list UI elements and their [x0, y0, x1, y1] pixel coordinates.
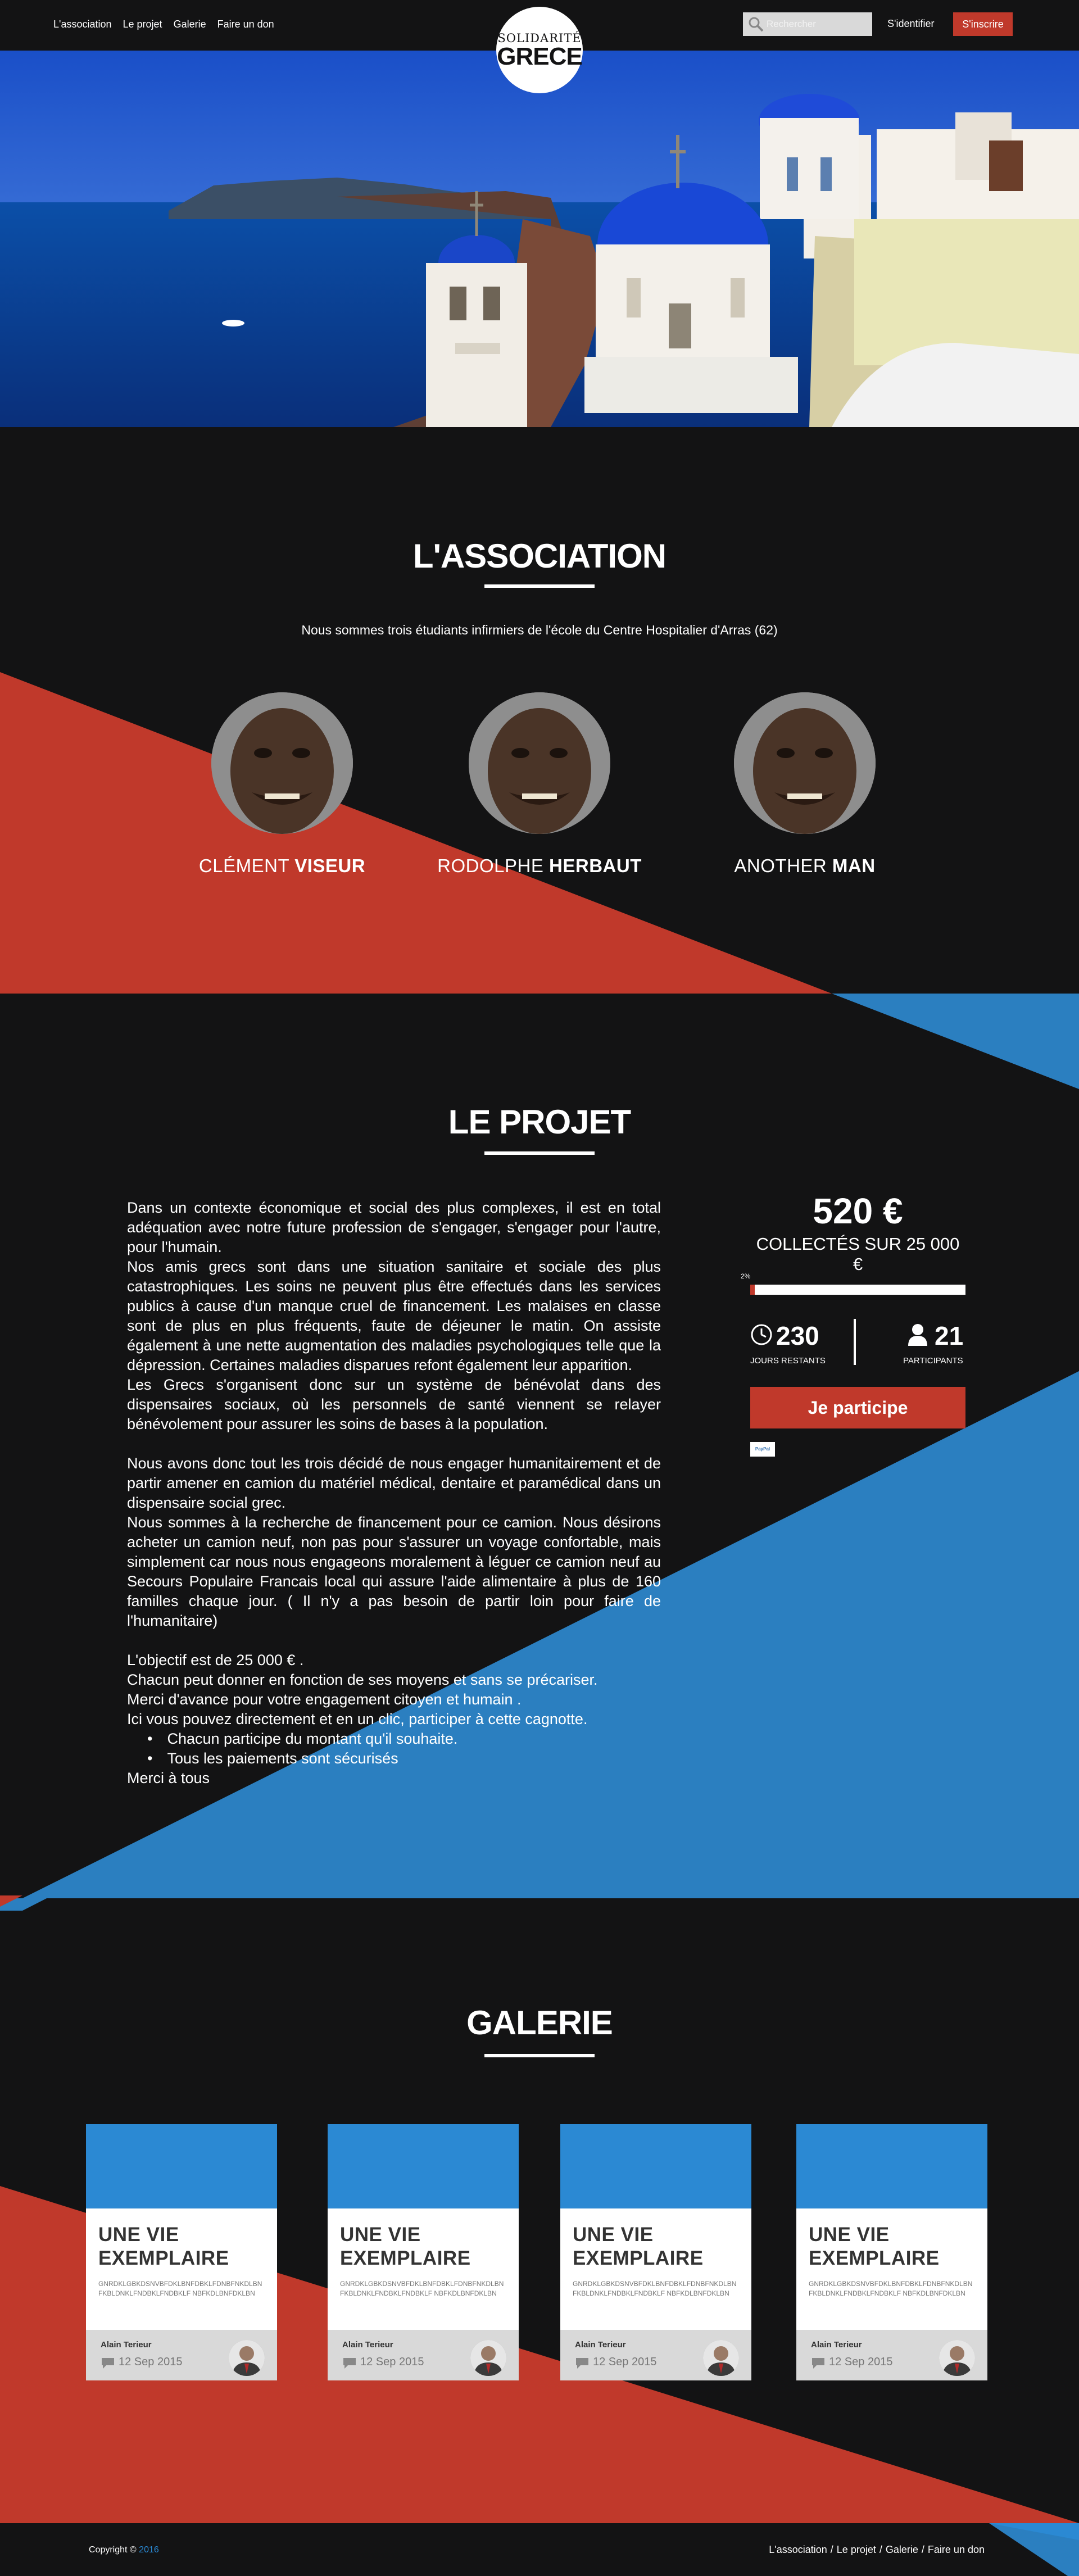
hero-santorini-image	[0, 51, 1079, 427]
gallery-card-author: Alain Terieur	[811, 2340, 862, 2350]
comment-icon	[101, 2357, 115, 2369]
comment-icon	[575, 2357, 590, 2369]
footer-link-galerie[interactable]: Galerie	[885, 2544, 918, 2555]
projet-paragraph: Dans un contexte économique et social des plus complexes, il est en total adéquation avec notre future profession de s'engager, s'engager pour l'autre, pour l'humain.	[127, 1199, 661, 1255]
search-icon	[747, 16, 764, 33]
gallery-card-image	[796, 2124, 987, 2208]
projet-paragraph: Nous sommes à la recherche de financement pour ce camion. Nous désirons acheter un camion neuf, non pas pour s'assurer un voyage confortable, mais simplement car nous nous engageons moralement à léguer ce camion neuf au Secours Populaire Francais local qui assure l'aide alimentaire à plus de 160 familles chaque jour. ( Il n'y a pas besoin de partir loin pour faire de l'humanitaire)	[127, 1514, 661, 1629]
clock-icon	[750, 1323, 773, 1346]
projet-description	[127, 1198, 661, 1788]
gallery-card-image	[560, 2124, 751, 2208]
footer-copyright	[89, 2545, 159, 2555]
paypal-badge: PayPal	[750, 1442, 775, 1457]
member-avatar	[734, 692, 876, 834]
footer-nav	[769, 2544, 985, 2556]
gallery-card-author: Alain Terieur	[101, 2340, 152, 2350]
projet-spacer	[127, 1434, 661, 1454]
comment-icon	[811, 2357, 826, 2369]
days-remaining-value: 230	[776, 1321, 819, 1350]
site-logo[interactable]	[496, 7, 583, 93]
member-last-name: VISEUR	[294, 855, 366, 876]
hero-banner	[0, 51, 1079, 427]
gallery-card-avatar	[229, 2340, 265, 2376]
member-card	[170, 692, 395, 877]
gallery-card-footer	[796, 2330, 987, 2380]
gallery-card-avatar	[703, 2340, 739, 2376]
days-remaining-label: JOURS RESTANTS	[750, 1356, 826, 1366]
projet-paragraph: Chacun peut donner en fonction de ses moyens et sans se précariser.	[127, 1671, 598, 1688]
participants-label: PARTICIPANTS	[903, 1356, 963, 1366]
member-first-name: ANOTHER	[734, 855, 827, 876]
gallery-card-avatar	[470, 2340, 506, 2376]
footer-link-projet[interactable]: Le projet	[836, 2544, 876, 2555]
gallery-card-text: GNRDKLGBKDSNVBFDKLBNFDBKLFDNBFNKDLBNFKBLDNKLFNDBKLFNDBKLF NBFKDLBNFDKLBN	[573, 2280, 737, 2297]
projet-paragraph: Merci d'avance pour votre engagement citoyen et humain .	[127, 1691, 522, 1708]
projet-bullet-list	[127, 1729, 661, 1768]
member-name	[692, 855, 917, 877]
funding-progress-bar	[750, 1285, 965, 1295]
main-nav	[53, 19, 274, 30]
member-last-name: MAN	[832, 855, 876, 876]
stats-divider	[854, 1319, 856, 1365]
funding-progress-fill	[750, 1285, 755, 1295]
gallery-card-title: UNE VIE EXEMPLAIRE	[98, 2224, 229, 2269]
footer-copyright-text: Copyright ©	[89, 2545, 137, 2555]
projet-paragraph: Nous avons donc tout les trois décidé de nous engager humanitairement et de partir amener en camion du matériel médical, dentaire et paramédical dans un dispensaire social grec.	[127, 1455, 661, 1511]
gallery-card-avatar	[939, 2340, 975, 2376]
galerie-title-underline	[484, 2054, 595, 2057]
gallery-card-title: UNE VIE EXEMPLAIRE	[809, 2224, 940, 2269]
footer-separator: /	[830, 2544, 833, 2555]
member-name	[427, 855, 652, 877]
nav-link-projet[interactable]: Le projet	[123, 19, 162, 30]
nav-link-association[interactable]: L'association	[53, 19, 112, 30]
gallery-card-date: 12 Sep 2015	[829, 2356, 893, 2368]
member-name	[170, 855, 395, 877]
nav-link-don[interactable]: Faire un don	[217, 19, 274, 30]
galerie-title: GALERIE	[466, 2004, 613, 2042]
gallery-card-image	[86, 2124, 277, 2208]
collected-goal-label: COLLECTÉS SUR 25 000 €	[756, 1234, 960, 1274]
gallery-card-footer	[86, 2330, 277, 2380]
gallery-card-title: UNE VIE EXEMPLAIRE	[340, 2224, 471, 2269]
projet-title-underline	[484, 1151, 595, 1155]
projet-closing: Merci à tous	[127, 1770, 210, 1786]
association-title: L'ASSOCIATION	[412, 537, 667, 575]
participants-value: 21	[935, 1321, 964, 1350]
gallery-card[interactable]	[328, 2124, 519, 2380]
comment-icon	[342, 2357, 357, 2369]
gallery-card-text: GNRDKLGBKDSNVBFDKLBNFDBKLFDNBFNKDLBNFKBLDNKLFNDBKLFNDBKLF NBFKDLBNFDKLBN	[340, 2280, 504, 2297]
member-avatar	[211, 692, 353, 834]
gallery-card-author: Alain Terieur	[342, 2340, 393, 2350]
collected-amount: 520 €	[813, 1191, 903, 1231]
gallery-card-date: 12 Sep 2015	[119, 2356, 183, 2368]
member-card	[692, 692, 917, 877]
signup-button[interactable]: S'inscrire	[953, 12, 1013, 36]
footer-link-association[interactable]: L'association	[769, 2544, 827, 2555]
footer-link-don[interactable]: Faire un don	[927, 2544, 985, 2555]
gallery-card-text: GNRDKLGBKDSNVBFDKLBNFDBKLFDNBFNKDLBNFKBLDNKLFNDBKLFNDBKLF NBFKDLBNFDKLBN	[809, 2280, 973, 2297]
member-card	[427, 692, 652, 877]
gallery-card-footer	[328, 2330, 519, 2380]
gallery-card[interactable]	[560, 2124, 751, 2380]
projet-bullet: • Chacun participe du montant qu'il souhaite.	[147, 1729, 661, 1749]
member-first-name: RODOLPHE	[437, 855, 544, 876]
projet-paragraph: L'objectif est de 25 000 € .	[127, 1652, 304, 1668]
user-icon	[907, 1323, 928, 1346]
footer-separator: /	[879, 2544, 882, 2555]
member-last-name: HERBAUT	[549, 855, 642, 876]
member-first-name: CLÉMENT	[198, 855, 289, 876]
projet-paragraph: Les Grecs s'organisent donc sur un système de bénévolat dans des dispensaires sociaux, où les personnels de santé viennent se relayer bénévolement pour assurer les soins de bases à la population.	[127, 1376, 661, 1432]
gallery-card-author: Alain Terieur	[575, 2340, 626, 2350]
nav-link-galerie[interactable]: Galerie	[173, 19, 206, 30]
logo-top-text: SOLIDARITÉ	[497, 31, 582, 45]
footer-copyright-year: 2016	[139, 2545, 159, 2555]
gallery-card-image	[328, 2124, 519, 2208]
gallery-card-title: UNE VIE EXEMPLAIRE	[573, 2224, 704, 2269]
projet-spacer	[127, 1631, 661, 1650]
projet-title: LE PROJET	[448, 1103, 631, 1141]
gallery-card-text: GNRDKLGBKDSNVBFDKLBNFDBKLFDNBFNKDLBNFKBLDNKLFNDBKLFNDBKLF NBFKDLBNFDKLBN	[98, 2280, 262, 2297]
login-link[interactable]: S'identifier	[887, 18, 935, 29]
gallery-card-date: 12 Sep 2015	[593, 2356, 657, 2368]
projet-paragraph: Nos amis grecs sont dans une situation sanitaire et sociale des plus catastrophiques. Les soins ne peuvent plus être effectués dans les services publics à cause d'un manque cruel de financement. Les malaises en classe sont de plus en plus fréquents, faute de déjeuner le matin. On assiste également à une nette augmentation des maladies psychologiques telle que la dépression. Certaines maladies disparues refont également leur apparition.	[127, 1258, 661, 1373]
footer-separator: /	[921, 2544, 924, 2555]
projet-paragraph: Ici vous pouvez directement et en un clic, participer à cette cagnotte.	[127, 1711, 588, 1727]
participate-button[interactable]: Je participe	[750, 1387, 965, 1428]
gallery-card[interactable]	[796, 2124, 987, 2380]
gallery-card-footer	[560, 2330, 751, 2380]
projet-bullet: • Tous les paiements sont sécurisés	[147, 1749, 661, 1768]
member-avatar	[469, 692, 610, 834]
gallery-card[interactable]	[86, 2124, 277, 2380]
gallery-card-date: 12 Sep 2015	[360, 2356, 424, 2368]
association-intro: Nous sommes trois étudiants infirmiers de l'école du Centre Hospitalier d'Arras (62)	[301, 623, 778, 637]
progress-percent-label: 2%	[741, 1272, 751, 1280]
logo-bottom-text: GRECE	[497, 43, 582, 70]
association-title-underline	[484, 584, 595, 588]
